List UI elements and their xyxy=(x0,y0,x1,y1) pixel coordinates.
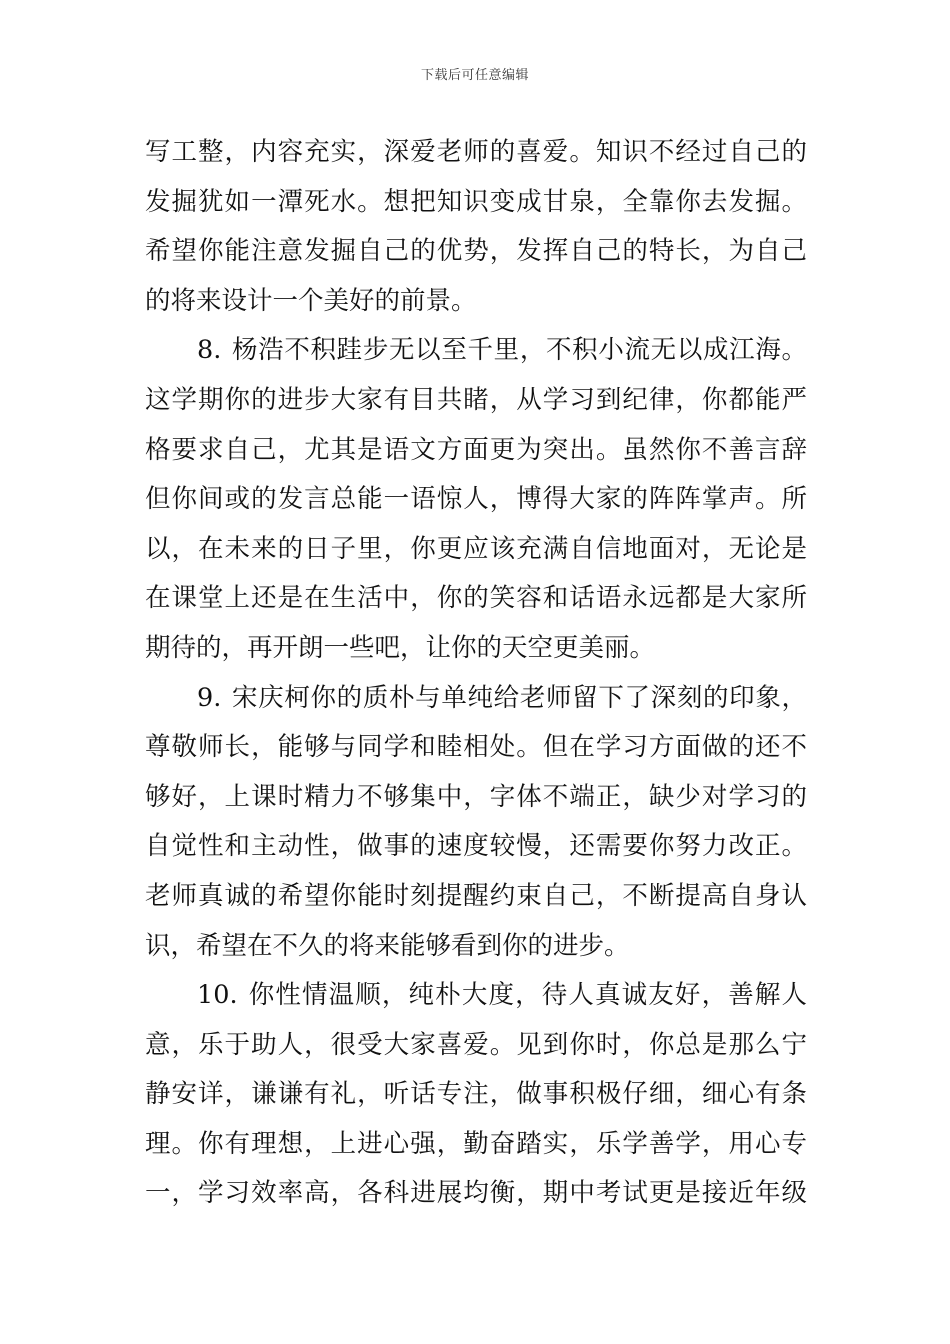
comment-number: 9. xyxy=(197,682,222,713)
text-line: 以，在未来的日子里，你更应该充满自信地面对，无论是 xyxy=(145,533,807,564)
comment-text: 你性情温顺，纯朴大度，待人真诚友好，善解人 xyxy=(247,980,807,1011)
text-line: 识，希望在不久的将来能够看到你的进步。 xyxy=(145,930,630,961)
text-line: 写工整，内容充实，深爱老师的喜爱。知识不经过自己的 xyxy=(145,137,807,167)
text-line: 但你间或的发言总能一语惊人，博得大家的阵阵掌声。所 xyxy=(145,484,807,515)
text-line: 期待的，再开朗一些吧，让你的天空更美丽。 xyxy=(145,632,656,663)
text-line: 希望你能注意发掘自己的优势，发挥自己的特长，为自己 xyxy=(145,236,807,267)
text-line: 格要求自己，尤其是语文方面更为突出。虽然你不善言辞 xyxy=(145,434,807,465)
text-line: 在课堂上还是在生活中，你的笑容和话语永远都是大家所 xyxy=(145,583,807,614)
comment-8-first-line xyxy=(145,326,807,376)
text-line: 发掘犹如一潭死水。想把知识变成甘泉，全靠你去发掘。 xyxy=(145,186,807,217)
text-line: 老师真诚的希望你能时刻提醒约束自己，不断提高自身认 xyxy=(145,880,807,911)
text-line: 一，学习效率高，各科进展均衡，期中考试更是接近年级 xyxy=(145,1178,807,1209)
text-line: 静安详，谦谦有礼，听话专注，做事积极仔细，细心有条 xyxy=(145,1079,807,1110)
comment-10-first-line xyxy=(145,971,807,1021)
text-line: 这学期你的进步大家有目共睹，从学习到纪律，你都能严 xyxy=(145,384,807,415)
text-line: 够好，上课时精力不够集中，字体不端正，缺少对学习的 xyxy=(145,781,807,812)
text-line: 尊敬师长，能够与同学和睦相处。但在学习方面做的还不 xyxy=(145,732,807,763)
page-header: 下载后可任意编辑 xyxy=(420,68,529,83)
comment-text: 宋庆柯你的质朴与单纯给老师留下了深刻的印象， xyxy=(231,682,807,713)
text-line: 理。你有理想，上进心强，勤奋踏实，乐学善学，用心专 xyxy=(145,1128,807,1159)
comment-number: 8. xyxy=(197,335,222,366)
document-body xyxy=(145,128,807,1219)
text-line: 的将来设计一个美好的前景。 xyxy=(145,285,477,316)
comment-text: 杨浩不积跬步无以至千里，不积小流无以成江海。 xyxy=(231,335,807,366)
comment-number: 10. xyxy=(197,980,238,1011)
text-line: 自觉性和主动性，做事的速度较慢，还需要你努力改正。 xyxy=(145,831,807,862)
comment-9-first-line xyxy=(145,674,807,724)
text-line: 意，乐于助人，很受大家喜爱。见到你时，你总是那么宁 xyxy=(145,1029,807,1060)
